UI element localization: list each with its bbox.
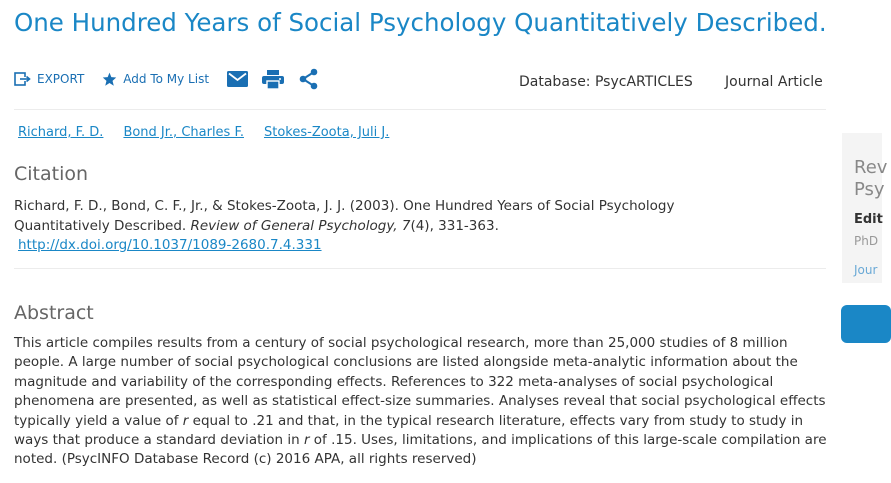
sidebar-title-line: Psy — [854, 179, 885, 200]
add-to-list-label: Add To My List — [123, 72, 210, 86]
citation-text — [14, 197, 714, 256]
author-list — [18, 125, 409, 140]
abstract-text — [14, 334, 829, 470]
export-label: EXPORT — [37, 72, 85, 86]
citation-body: Richard, F. D., Bond, C. F., Jr., & Stokes-Zoota, J. J. (2003). One Hundred Years of Social Psychology Quantitatively Described. — [14, 198, 675, 234]
author-link[interactable]: Stokes-Zoota, Juli J. — [263, 125, 390, 140]
export-icon — [14, 72, 31, 86]
toolbar — [14, 66, 333, 92]
abstract-symbol: r — [182, 412, 189, 429]
export-button[interactable] — [14, 72, 84, 86]
divider — [14, 109, 826, 110]
abstract-symbol: r — [303, 432, 310, 449]
abstract-part: This article compiles results from a century of social psychological research, more than 25,000 studies of 8 million people. A large number of social psychological conclusions are listed alongside meta-analytic information about the magnitude and variability of the corresponding effects. References to 322 meta-analyses of social psychological phenomena are presented, as well as statistical effect-size summaries. Analyses reveal that social psychological effects typically yield a value of — [14, 335, 826, 429]
doi-link[interactable]: http://dx.doi.org/10.1037/1089-2680.7.4.331 — [18, 237, 322, 253]
sidebar-journal-title — [854, 157, 887, 201]
star-icon — [102, 72, 117, 86]
print-button[interactable] — [262, 70, 284, 89]
email-button[interactable] — [227, 71, 248, 87]
sidebar-editor-name: PhD — [854, 234, 879, 248]
author-link[interactable]: Bond Jr., Charles F. — [123, 125, 244, 140]
abstract-part: equal to .21 and that, in the typical research literature, effects vary from study to study in ways that produce a standard deviation in — [14, 412, 804, 449]
citation-journal: Review of General Psychology, 7 — [190, 217, 411, 234]
sidebar-journal-link[interactable]: Jour — [854, 263, 878, 277]
email-icon — [227, 71, 248, 87]
abstract-heading: Abstract — [14, 302, 94, 324]
abstract-part: of .15. Uses, limitations, and implications of this large-scale compilation are noted. (PsycINFO Database Record (c) 2016 APA, all rights reserved) — [14, 432, 827, 468]
share-button[interactable] — [298, 68, 319, 90]
divider — [14, 268, 826, 269]
journal-sidebar — [842, 133, 888, 283]
article-title: One Hundred Years of Social Psychology Quantitatively Described. — [14, 8, 827, 37]
sidebar-editor-label: Edit — [854, 212, 883, 227]
database-label: Database: PsycARTICLES — [519, 74, 693, 90]
citation-issue: (4), 331-363. — [410, 217, 499, 234]
citation-heading: Citation — [14, 163, 89, 185]
share-icon — [298, 68, 319, 90]
author-link[interactable]: Richard, F. D. — [18, 125, 104, 140]
add-to-list-button[interactable] — [102, 72, 209, 86]
sidebar-title-line: Rev — [854, 157, 888, 178]
sidebar-action-button[interactable] — [841, 305, 891, 343]
record-type-label: Journal Article — [725, 74, 823, 90]
print-icon — [262, 70, 284, 89]
